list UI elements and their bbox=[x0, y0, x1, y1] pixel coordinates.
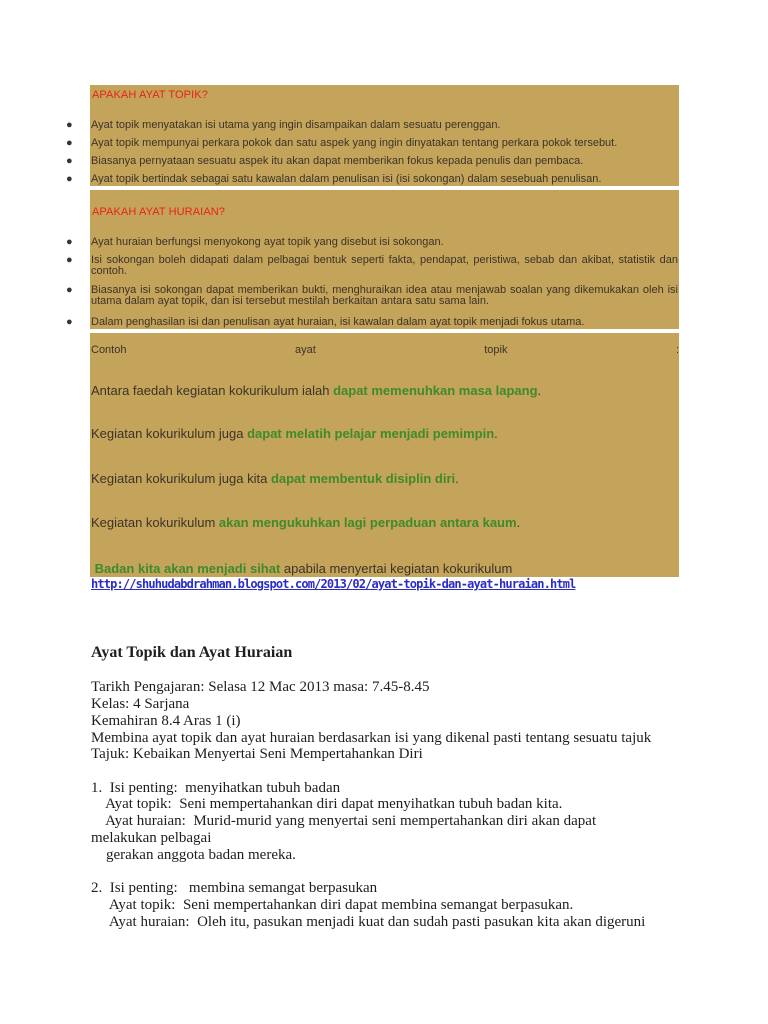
example-highlight: dapat memenuhkan masa lapang bbox=[333, 383, 538, 398]
bullet-icon: ● bbox=[66, 316, 73, 328]
bullet-icon: ● bbox=[66, 254, 73, 266]
bullet-text: Dalam penghasilan isi dan penulisan ayat huraian, isi kawalan dalam ayat topik menjadi fokus utama. bbox=[91, 316, 585, 328]
lesson-point-line: Ayat topik: Seni mempertahankan diri dapat membina semangat berpasukan. bbox=[91, 897, 574, 913]
example-plain-text: Kegiatan kokurikulum juga bbox=[91, 426, 248, 441]
example-plain-text: Kegiatan kokurikulum juga kita bbox=[91, 471, 271, 486]
example-sentence bbox=[91, 515, 520, 530]
example-plain-text: . bbox=[494, 426, 498, 441]
example-plain-text: . bbox=[455, 471, 459, 486]
example-sentence bbox=[91, 561, 512, 576]
lesson-line: Tajuk: Kebaikan Menyertai Seni Mempertahankan Diri bbox=[91, 746, 423, 762]
bullet-icon: ● bbox=[66, 284, 73, 296]
bullet-text: Ayat huraian berfungsi menyokong ayat topik yang disebut isi sokongan. bbox=[91, 236, 444, 248]
source-link[interactable]: http://shuhudabdrahman.blogspot.com/2013/02/ayat-topik-dan-ayat-huraian.html bbox=[91, 577, 576, 591]
lesson-line: Kelas: 4 Sarjana bbox=[91, 696, 190, 712]
bullet-icon: ● bbox=[66, 236, 73, 248]
example-highlight: Badan kita akan menjadi sihat bbox=[94, 561, 281, 576]
bullet-icon: ● bbox=[66, 137, 73, 149]
bullet-text: Ayat topik mempunyai perkara pokok dan satu aspek yang ingin dinyatakan tentang perkara pokok tersebut. bbox=[91, 137, 618, 149]
lesson-point-line: 2. Isi penting: membina semangat berpasukan bbox=[91, 880, 378, 896]
bullet-text: Biasanya isi sokongan dapat memberikan bukti, menghuraikan idea atau menjawab soalan yang dikemukakan oleh isi utama dalam ayat topik, dan isi tersebut mestilah berkaitan antara satu sama lain. bbox=[91, 284, 678, 307]
example-heading bbox=[91, 344, 679, 356]
example-sentence bbox=[91, 383, 541, 398]
example-plain-text: apabila menyertai kegiatan kokurikulum bbox=[280, 561, 513, 576]
bullet-text: Ayat topik bertindak sebagai satu kawalan dalam penulisan isi (isi sokongan) dalam sesebuah penulisan. bbox=[91, 173, 602, 185]
example-sentence bbox=[91, 471, 459, 486]
lesson-title: Ayat Topik dan Ayat Huraian bbox=[91, 644, 293, 661]
bullet-icon: ● bbox=[66, 155, 73, 167]
example-sentence bbox=[91, 426, 498, 441]
question-title-explanation: APAKAH AYAT HURAIAN? bbox=[92, 206, 226, 218]
lesson-point-line: 1. Isi penting: menyihatkan tubuh badan bbox=[91, 780, 341, 796]
bullet-text: Biasanya pernyataan sesuatu aspek itu akan dapat memberikan fokus kepada penulis dan pembaca. bbox=[91, 155, 584, 167]
lesson-point-line: Ayat huraian: Murid-murid yang menyertai seni mempertahankan diri akan dapat bbox=[91, 813, 597, 829]
lesson-line: Membina ayat topik dan ayat huraian berdasarkan isi yang dikenal pasti tentang sesuatu tajuk bbox=[91, 730, 652, 746]
lesson-point-line: Ayat topik: Seni mempertahankan diri dapat menyihatkan tubuh badan kita. bbox=[91, 796, 563, 812]
examples-box bbox=[90, 333, 679, 577]
lesson-point-line: Ayat huraian: Oleh itu, pasukan menjadi kuat dan sudah pasti pasukan kita akan digeruni bbox=[91, 914, 646, 930]
example-plain-text: . bbox=[516, 515, 521, 530]
example-highlight: akan mengukuhkan lagi perpaduan antara kaum bbox=[218, 515, 517, 530]
bullet-icon: ● bbox=[66, 173, 73, 185]
example-plain-text: Antara faedah kegiatan kokurikulum ialah bbox=[91, 383, 334, 398]
lesson-point-line: melakukan pelbagai bbox=[91, 830, 212, 846]
lesson-line: Kemahiran 8.4 Aras 1 (i) bbox=[91, 713, 241, 729]
lesson-point-line: gerakan anggota badan mereka. bbox=[91, 847, 296, 863]
bullet-text: Isi sokongan boleh didapati dalam pelbagai bentuk seperti fakta, pendapat, peristiwa, sebab dan akibat, statistik dan contoh. bbox=[91, 254, 678, 277]
bullet-text: Ayat topik menyatakan isi utama yang ingin disampaikan dalam sesuatu perenggan. bbox=[91, 119, 501, 131]
example-heading-word: : bbox=[675, 344, 679, 356]
example-heading-word: Contoh bbox=[91, 344, 127, 356]
question-title-topic: APAKAH AYAT TOPIK? bbox=[92, 89, 208, 101]
example-plain-text: Kegiatan kokurikulum bbox=[91, 515, 219, 530]
example-heading-word: ayat bbox=[294, 344, 316, 356]
example-heading-word: topik bbox=[484, 344, 508, 356]
example-highlight: dapat membentuk disiplin diri bbox=[270, 471, 456, 486]
lesson-line: Tarikh Pengajaran: Selasa 12 Mac 2013 masa: 7.45-8.45 bbox=[91, 679, 430, 695]
bullet-icon: ● bbox=[66, 119, 73, 131]
example-plain-text: . bbox=[537, 383, 542, 398]
example-highlight: dapat melatih pelajar menjadi pemimpin bbox=[247, 426, 495, 441]
